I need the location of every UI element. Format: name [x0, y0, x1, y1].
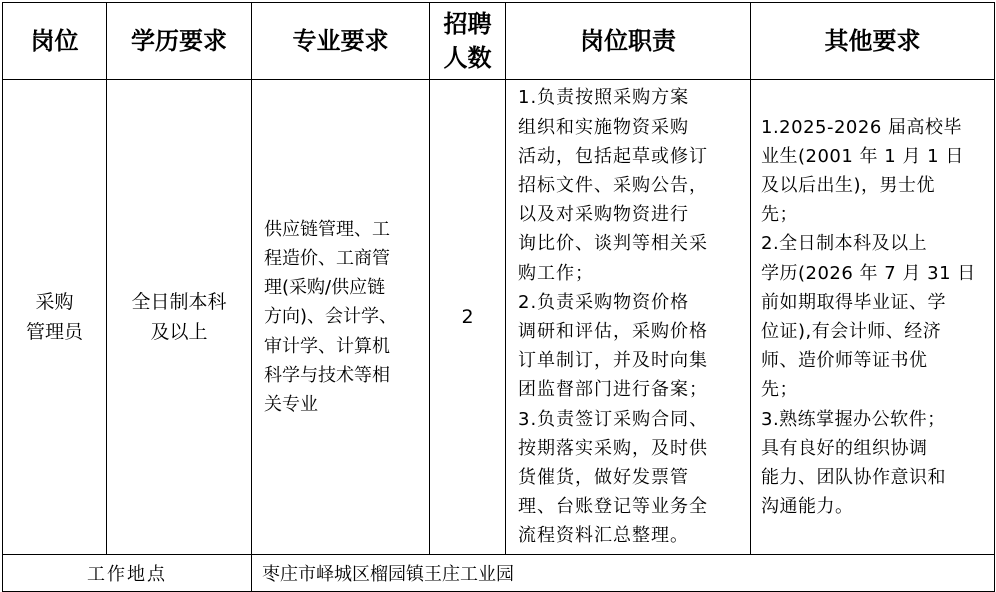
- header-row: [3, 3, 995, 80]
- header-major: 专业要求: [252, 3, 430, 80]
- job-requirements-table: [2, 2, 995, 592]
- major-line: 方向)、会计学、: [264, 306, 398, 328]
- cell-headcount: 2: [430, 80, 506, 555]
- major-line: 关专业: [264, 394, 318, 415]
- duty-line: 招标文件、采购公告，: [518, 174, 708, 196]
- footer-row: [3, 555, 995, 592]
- duty-line: 以及对采购物资进行: [518, 204, 689, 226]
- other-line: 前如期取得毕业证、学: [761, 291, 946, 313]
- position-line: 采购: [35, 291, 74, 313]
- duty-line: 按期落实采购，及时供: [518, 437, 708, 459]
- other-line: 能力、团队协作意识和: [761, 467, 946, 489]
- duty-line: 调研和评估，采购价格: [518, 321, 708, 342]
- other-line: 及以后出生)，男士优: [761, 174, 936, 196]
- major-line: 程造价、工商管: [264, 247, 390, 269]
- header-other: 其他要求: [751, 3, 995, 80]
- other-line: 位证),有会计师、经济: [761, 321, 942, 342]
- work-location-value: 枣庄市峄城区榴园镇王庄工业园: [252, 555, 995, 592]
- duty-line: 组织和实施物资采购: [518, 116, 689, 138]
- duty-line: 询比价、谈判等相关采: [518, 233, 708, 255]
- header-headcount-line1: 招聘: [443, 10, 492, 38]
- duty-line: 流程资料汇总整理。: [518, 525, 689, 547]
- duty-line: 团监督部门进行备案；: [518, 379, 708, 401]
- education-line: 全日制本科: [131, 291, 227, 313]
- other-line: 沟通能力。: [761, 496, 854, 518]
- duty-line: 购工作；: [518, 262, 594, 284]
- education-line: 及以上: [150, 321, 208, 343]
- duty-line: 理、台账登记等业务全: [518, 496, 708, 518]
- major-line: 审计学、计算机: [264, 335, 390, 357]
- header-duties: 岗位职责: [506, 3, 751, 80]
- other-line: 先；: [761, 204, 798, 226]
- cell-duties: [506, 80, 751, 555]
- duty-line: 活动，包括起草或修订: [518, 145, 708, 167]
- work-location-label: 工作地点: [3, 555, 252, 592]
- other-line: 学历(2026 年 7 月 31 日: [761, 262, 976, 284]
- major-line: 理(采购/供应链: [264, 277, 386, 299]
- other-line: 师、造价师等证书优: [761, 350, 928, 372]
- cell-position: [3, 80, 107, 555]
- table-row: [3, 80, 995, 555]
- header-headcount-line2: 人数: [443, 44, 492, 72]
- duty-line: 1.负责按照采购方案: [518, 87, 690, 109]
- other-line: 3.熟练掌握办公软件；: [761, 408, 946, 430]
- duty-line: 货催货，做好发票管: [518, 467, 689, 489]
- position-line: 管理员: [25, 321, 83, 343]
- duty-line: 订单制订，并及时向集: [518, 350, 708, 372]
- other-line: 业生(2001 年 1 月 1 日: [761, 145, 964, 167]
- header-position: 岗位: [3, 3, 107, 80]
- other-line: 先；: [761, 379, 798, 401]
- duty-line: 2.负责采购物资价格: [518, 291, 690, 313]
- header-education: 学历要求: [107, 3, 252, 80]
- other-line: 具有良好的组织协调: [761, 437, 928, 459]
- other-line: 2.全日制本科及以上: [761, 233, 928, 255]
- major-line: 供应链管理、工: [264, 218, 390, 240]
- cell-education: [107, 80, 252, 555]
- cell-other-requirements: [751, 80, 995, 555]
- cell-major: [252, 80, 430, 555]
- other-line: 1.2025-2026 届高校毕: [761, 116, 963, 138]
- duty-line: 3.负责签订采购合同、: [518, 408, 709, 430]
- major-line: 科学与技术等相: [264, 364, 390, 386]
- header-headcount: [430, 3, 506, 80]
